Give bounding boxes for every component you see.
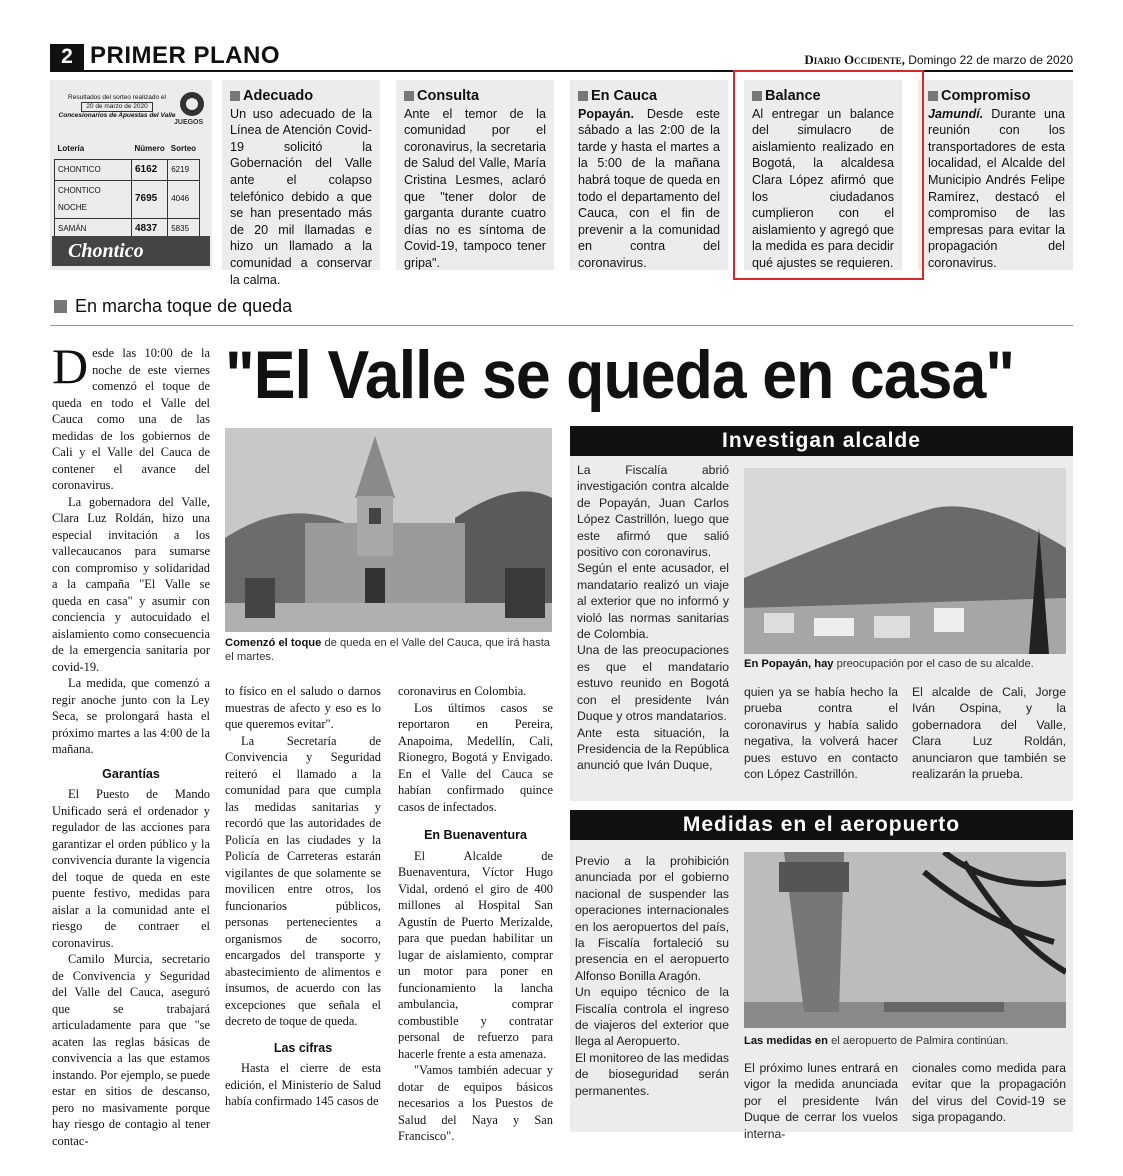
box-investigan-title: Investigan alcalde (570, 426, 1073, 456)
brief-adecuado (222, 80, 380, 287)
airport-caption (744, 1034, 1069, 1048)
highlight-box (733, 70, 924, 280)
caption-bold: Las medidas en (744, 1035, 828, 1047)
brief-en-cauca (570, 80, 728, 270)
lottery-date: 20 de marzo de 2020 (81, 102, 152, 112)
square-bullet-icon (928, 91, 938, 101)
paragraph: coronavirus en Colombia. (398, 684, 527, 698)
caption-text: de queda en el Valle del Cauca, que irá hasta el martes. (225, 637, 551, 663)
lottery-draw: 4046 (168, 181, 199, 219)
lottery-draw: 5835 (168, 219, 199, 241)
paragraph: Los últimos casos se reportaron en Pereira, Anapoima, Medellín, Cali, Rionegro, Bogotá y Envigado. En el Valle del Cauca se habían confirmado quince casos de infectados. (398, 700, 553, 814)
box-paragraph: Ante esta situación, la Presidencia de la República anunció que Iván Duque, (577, 725, 729, 773)
box-investigan-column-1 (577, 462, 729, 774)
box-aeropuerto-column-1 (575, 853, 729, 1099)
brief-title (578, 88, 720, 105)
popayan-caption (744, 657, 1069, 671)
box-investigan-column-2: quien ya se había hecho la prueba contra el coronavirus y había salido negativa, la volverá hacer pues estuvo en contacto con López Castrillón. (744, 685, 898, 782)
section-title: PRIMER PLANO (90, 42, 281, 69)
paragraph-text: esde las 10:00 de la noche de este viernes comenzó el toque de queda en todo el Valle del Cauca como una de las medidas de los gobiernos de Cali y el Valle del Cauca de contener el avance del coronavirus. (52, 346, 210, 492)
brief-text: Al entregar un balance del simulacro de aislamiento realizado en Bogotá, la alcaldesa Clara López afirmó que los ciudadanos cumplieron con el aislamiento y agregó que la medida es para decidir qué ajustes se requieren. (752, 106, 894, 270)
col-header: Número (134, 144, 165, 153)
brief-title-text: Adecuado (243, 88, 314, 104)
box-paragraph: El monitoreo de las medidas de bioseguridad serán permanentes. (575, 1050, 729, 1098)
lottery-name: SAMÁN (55, 219, 132, 241)
table-row (55, 181, 200, 219)
brief-compromiso (918, 80, 1073, 270)
paragraph: Hasta el cierre de esta edición, el Ministerio de Salud había confirmado 145 casos de (225, 1061, 381, 1108)
brief-text: Ante el temor de la comunidad por el coronavirus, la secretaria de Salud del Valle, María Cristina Lesmes, aclaró que "tener dolor de garganta durante cuatro días no es síntoma de Covid-19, tampoco tener gripa". (404, 106, 546, 270)
subheading: Las cifras (273, 1040, 333, 1055)
lottery-number: 4837 (132, 219, 168, 241)
brief-body: Durante una reunión con los transportadores de esta localidad, el Alcalde del Municipio Andrés Felipe Ramírez, destacó el compromiso de las empresas para evitar la propagación del coronavirus. (928, 106, 1065, 270)
kicker-text: En marcha toque de queda (75, 296, 293, 316)
paragraph: Camilo Murcia, secretario de Convivencia y Seguridad del Valle del Cauca, aseguró que se trabajará articuladamente para que "se acaten las reglas básicas de convivencia a las que estamos instando. Por ejemplo, se puede estar en sitios de descanso, pero no masivamente porque hay riesgo de contagio al tener contac- (52, 952, 210, 1148)
lottery-title (52, 94, 182, 120)
lottery-number: 7695 (132, 181, 168, 219)
popayan-photo (744, 468, 1066, 654)
brief-title (404, 88, 546, 105)
photo-caption (225, 636, 555, 664)
paragraph: La medida, que comenzó a regir anoche junto con la Ley Seca, se prolongará hasta el próximo martes a las 4:00 de la mañana. (52, 676, 210, 756)
page-number: 2 (50, 44, 84, 70)
square-bullet-icon (404, 91, 414, 101)
caption-text: preocupación por el caso de su alcalde. (836, 658, 1034, 670)
paragraph: La Secretaría de Convivencia y Seguridad reiteró el llamado a la comunidad para que cumpla las medidas sanitarias y recordó que las autoridades de Policía en las ciudades y la Policía de Carreteras estarán vigilantes de que solamente se movilicen entre otros, los funcionarios públicos, personas pertenecientes a organismos de socorro, encargados del transporte y abastecimiento de alimentos e insumos, de acuerdo con las excepciones que señala el decreto de toque de queda. (225, 733, 381, 1028)
table-row (55, 159, 200, 181)
brief-text (928, 106, 1065, 272)
box-paragraph: La Fiscalía abrió investigación contra alcalde de Popayán, Juan Carlos López Castrillón, luego que este afirmó que salió positivo con coronavirus. (577, 463, 729, 560)
box-paragraph: Previo a la prohibición anunciada por el gobierno nacional de suspender las operaciones internacionales en los aeropuertos del país, la Fiscalía fortaleció su presencia en el aeropuerto Alfonso Bonilla Aragón. (575, 854, 729, 983)
brief-title (230, 88, 372, 105)
box-paragraph: Según el ente acusador, el mandatario realizó un viaje al exterior que no informó y violó las normas sanitarias de Colombia. (577, 561, 729, 642)
lottery-table (54, 140, 200, 241)
square-bullet-icon (578, 91, 588, 101)
caption-text: el aeropuerto de Palmira continúan. (831, 1035, 1009, 1047)
paragraph: to físico en el saludo o darnos muestras de afecto y eso es lo que queremos evitar". (225, 684, 381, 731)
brief-lead: Popayán. (578, 106, 634, 121)
article-column-2 (225, 683, 381, 1110)
masthead-info (804, 52, 1073, 68)
article-column-3 (398, 683, 553, 1145)
lead-paragraph (52, 338, 210, 494)
church-photo (225, 428, 552, 632)
drop-cap: D (52, 338, 89, 394)
chontico-logo: Chontico (52, 236, 210, 266)
square-bullet-icon (230, 91, 240, 101)
brief-title-text: Compromiso (941, 88, 1031, 104)
newspaper-name: Diario Occidente, (804, 52, 905, 67)
brief-title (928, 88, 1065, 105)
paragraph: "Vamos también adecuar y dotar de equipos básicos necesarios a los Puestos de Salud del Naya y San Francisco". (398, 1063, 553, 1143)
col-header: Lotería (57, 144, 85, 153)
paragraph: La gobernadora del Valle, Clara Luz Roldán, hizo una especial invitación a los vallecaucanos para sumarse con compromiso y solidaridad a la campaña "El Valle se queda en casa" y asumir con conciencia y autocuidado el aislamiento como consecuencia de la emergencia sanitaria por covid-19. (52, 494, 210, 674)
airport-photo (744, 852, 1066, 1028)
box-aeropuerto-column-2: El próximo lunes entrará en vigor la medida anunciada por el presidente Iván Duque de cerrar los vuelos interna- (744, 1061, 898, 1141)
subheading: Garantías (102, 766, 160, 781)
lottery-number: 6162 (132, 159, 168, 181)
lottery-results (50, 80, 212, 270)
brief-text (578, 106, 720, 272)
col-header: Sorteo (170, 144, 197, 153)
article-column-1 (52, 338, 210, 1149)
subheading: En Buenaventura (424, 828, 527, 842)
lottery-name: CHONTICO (55, 159, 132, 181)
kicker-rule (50, 325, 1073, 326)
kicker (54, 296, 292, 317)
caption-bold: Comenzó el toque (225, 637, 322, 649)
lottery-title-line: Resultados del sorteo realizado el (68, 94, 166, 101)
box-aeropuerto-column-3: cionales como medida para evitar que la propagación del virus del Covid-19 se siga propagando. (912, 1061, 1066, 1125)
square-bullet-icon (54, 300, 67, 313)
lottery-concession: Concesionarios de Apuestas del Valle (58, 112, 176, 119)
brief-title-text: Consulta (417, 88, 480, 104)
brief-body: Desde este sábado a las 2:00 de la tarde y hasta el martes a la 5:00 de la mañana habrá toque de queda en todo el departamento del Cauca, con el fin de prevenir a la comunidad en contra del coronavirus. (578, 106, 720, 270)
paragraph: El Alcalde de Buenaventura, Víctor Hugo Vidal, ordenó el giro de 400 millones al Hospital San Agustín de Puerto Merizalde, para que puedan habilitar un lugar de aislamiento, comprar un motor para poner en funcionamiento la lancha ambulancia, comprar combustible y contratar personal de refuerzo para hacerle frente a esta amenaza. (398, 848, 553, 1061)
juegos-brand: JUEGOS (174, 119, 204, 126)
brief-lead: Jamundí. (928, 106, 984, 121)
box-paragraph: Una de las preocupaciones es que el mandatario estuvo reunido en Bogotá con el presidente Iván Duque y otros mandatarios. (577, 643, 729, 724)
caption-bold: En Popayán, hay (744, 658, 834, 670)
brief-text: Un uso adecuado de la Línea de Atención Covid-19 solicitó la Gobernación del Valle ante el colapso telefónico debido a que se han presentado más de 20 mil llamadas e hizo un llamado a la comunidad a conservar la calma. (230, 106, 372, 287)
brief-consulta (396, 80, 554, 270)
headline: "El Valle se queda en casa" (225, 337, 1015, 413)
brief-title-text: Balance (765, 88, 821, 104)
box-paragraph: Un equipo técnico de la Fiscalía controla el ingreso de viajeros del exterior que llega al Aeropuerto. (575, 985, 729, 1049)
box-aeropuerto-title: Medidas en el aeropuerto (570, 810, 1073, 840)
juegos-logo-icon (170, 90, 210, 126)
lottery-draw: 6219 (168, 159, 199, 181)
lottery-name: CHONTICO NOCHE (55, 181, 132, 219)
issue-date: Domingo 22 de marzo de 2020 (908, 53, 1073, 67)
paragraph: El Puesto de Mando Unificado será el ordenador y regulador de las acciones para garantizar el orden público y la convivencia durante la vigencia del toque de queda en este puente festivo, medidas para aislar a la comunidad ante el riesgo de contraer el coronavirus. (52, 787, 210, 950)
brief-title-text: En Cauca (591, 88, 658, 104)
box-investigan-column-3: El alcalde de Cali, Jorge Iván Ospina, y la gobernadora del Valle, Clara Luz Roldán, anunciaron que también se realizarán la prueba. (912, 685, 1066, 782)
